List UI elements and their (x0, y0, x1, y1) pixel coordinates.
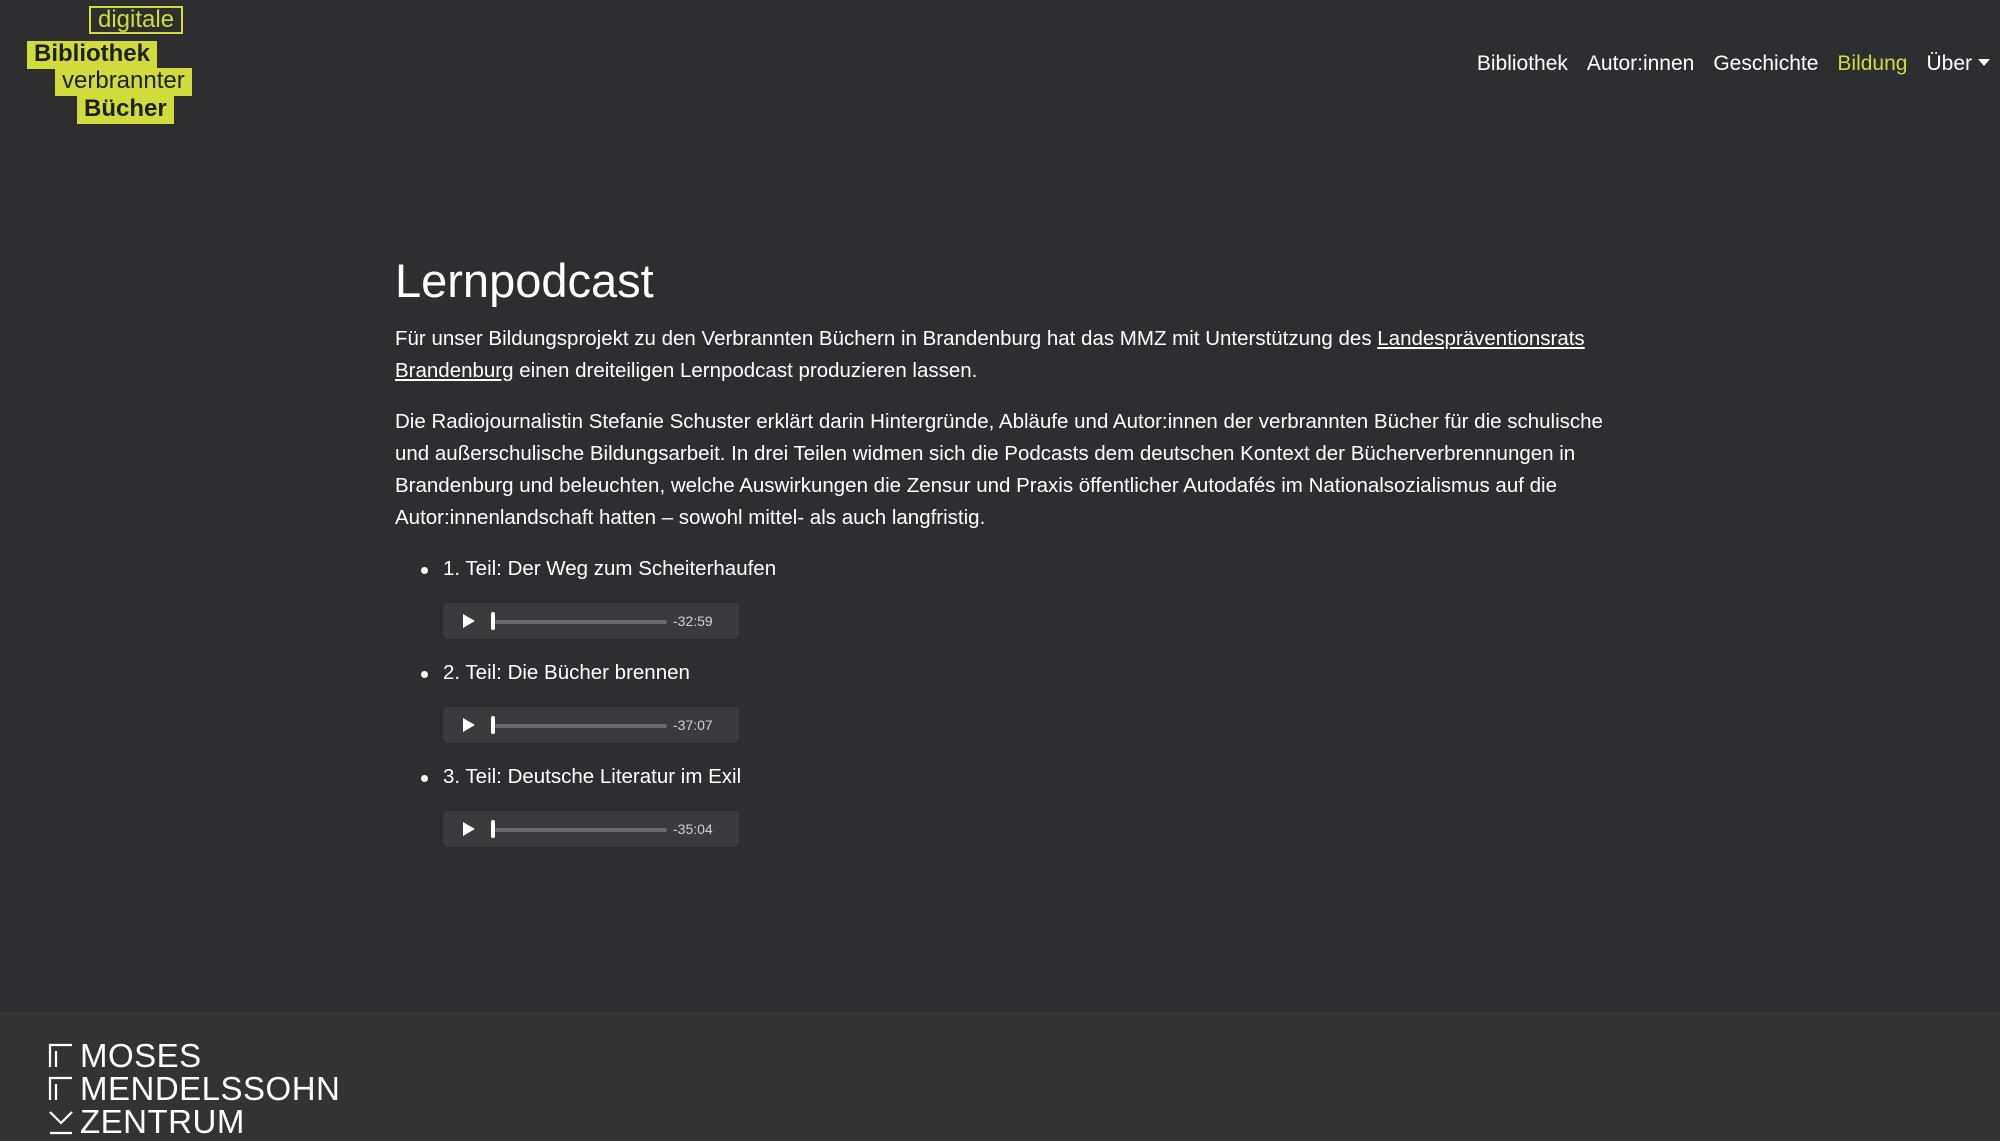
bracket-mark-icon (48, 1076, 74, 1102)
nav-item-ueber-dropdown[interactable] (1926, 52, 1990, 76)
episode-title: 1. Teil: Der Weg zum Scheiterhaufen (443, 557, 777, 580)
mmz-logo-zentrum: ZENTRUM (80, 1103, 245, 1140)
seek-bar[interactable] (495, 724, 667, 728)
episode-title: 3. Teil: Deutsche Literatur im Exil (443, 765, 742, 788)
footer (0, 1012, 2000, 1141)
mmz-logo[interactable] (48, 1039, 340, 1138)
logo-line-buecher: Bücher (77, 96, 174, 124)
play-icon[interactable] (463, 614, 475, 628)
audio-player (443, 707, 739, 743)
episode-item (395, 553, 1625, 639)
episode-item (395, 657, 1625, 743)
nav-item-geschichte[interactable]: Geschichte (1713, 52, 1819, 75)
nav-item-ueber-label: Über (1926, 52, 1972, 75)
logo-line-bibliothek: Bibliothek (27, 41, 157, 69)
seek-bar[interactable] (495, 620, 667, 624)
play-icon[interactable] (463, 718, 475, 732)
site-logo[interactable] (27, 6, 207, 124)
nav-item-autorinnen[interactable]: Autor:innen (1586, 52, 1695, 75)
intro-paragraph (395, 323, 1625, 387)
remaining-time: -32:59 (673, 613, 713, 629)
intro-text-before: Für unser Bildungsprojekt zu den Verbrannten Büchern in Brandenburg hat das MMZ mit Unterstützung des (395, 327, 1378, 350)
episode-list (395, 553, 1625, 847)
nav-item-bibliothek[interactable]: Bibliothek (1476, 52, 1568, 75)
audio-player (443, 811, 739, 847)
mmz-logo-moses: MOSES (80, 1037, 202, 1074)
mmz-logo-line (48, 1072, 340, 1105)
play-icon[interactable] (463, 822, 475, 836)
nav-item-bildung[interactable]: Bildung (1837, 52, 1908, 75)
description-paragraph: Die Radiojournalistin Stefanie Schuster erklärt darin Hintergründe, Abläufe und Autor:innen der verbrannten Bücher für die schulische und außerschulische Bildungsarbeit. In drei Teilen widmen sich die Podcasts dem deutschen Kontext der Bücherverbrennungen in Brandenburg und beleuchten, welche Auswirkungen die Zensur und Praxis öffentlicher Autodafés im Nationalsozialismus auf die Autor:innenlandschaft hatten – sowohl mittel- als auch langfristig. (395, 410, 1603, 529)
intro-text-after: einen dreiteiligen Lernpodcast produzieren lassen. (513, 359, 978, 382)
seek-handle[interactable] (491, 612, 495, 630)
seek-handle[interactable] (491, 716, 495, 734)
chevron-mark-icon (48, 1109, 74, 1135)
page-title: Lernpodcast (395, 254, 654, 307)
remaining-time: -35:04 (673, 821, 713, 837)
main-nav (1458, 52, 1990, 76)
remaining-time: -37:07 (673, 717, 713, 733)
seek-bar[interactable] (495, 828, 667, 832)
caret-down-icon (1978, 59, 1990, 66)
landespraeventionsrat-link[interactable]: Landespräventionsrats Brandenburg (395, 327, 1585, 382)
audio-player (443, 603, 739, 639)
bracket-mark-icon (48, 1043, 74, 1069)
logo-line-digitale: digitale (89, 6, 183, 34)
mmz-logo-line (48, 1039, 340, 1072)
episode-item (395, 761, 1625, 847)
seek-handle[interactable] (491, 820, 495, 838)
mmz-logo-line (48, 1105, 340, 1138)
logo-line-verbrannter: verbrannter (55, 68, 192, 96)
main-content (395, 252, 1625, 865)
episode-title: 2. Teil: Die Bücher brennen (443, 661, 690, 684)
mmz-logo-mendelssohn: MENDELSSOHN (80, 1070, 341, 1107)
